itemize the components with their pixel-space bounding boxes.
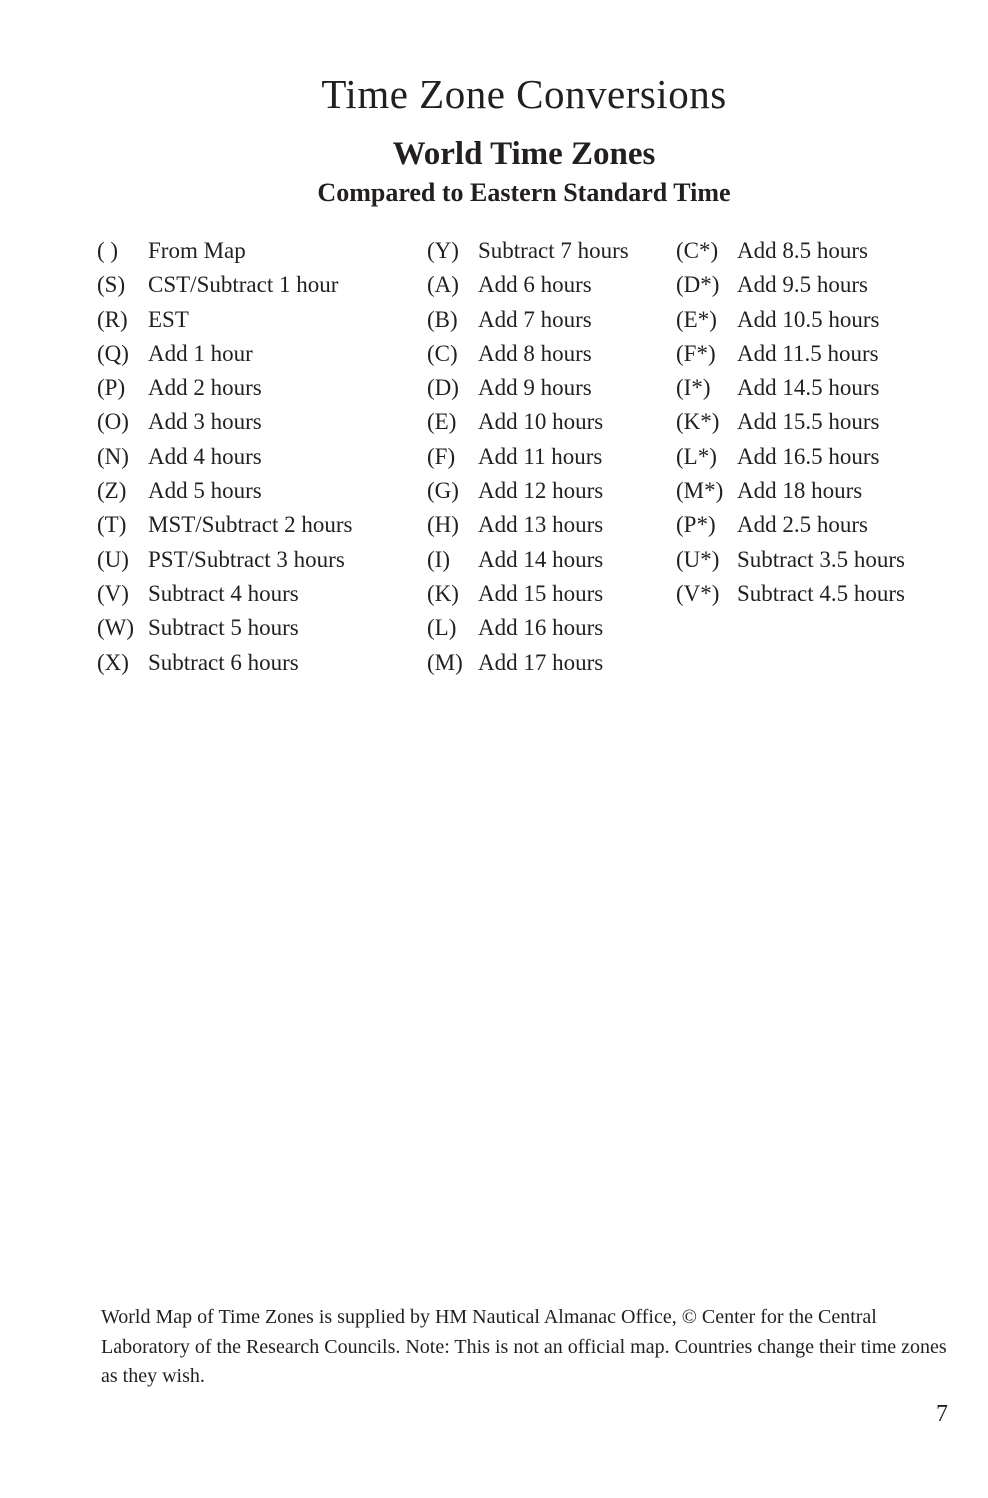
zone-row: [676, 371, 905, 405]
zone-row: [427, 405, 629, 439]
zone-row: [676, 337, 905, 371]
zone-code: (W): [97, 615, 135, 641]
zone-description: Add 9 hours: [478, 375, 592, 401]
zone-description: Add 2 hours: [148, 375, 262, 401]
zone-description: Add 16 hours: [478, 615, 604, 641]
zone-description: From Map: [148, 238, 246, 263]
zone-description: Add 4 hours: [148, 443, 262, 469]
zone-description: Add 13 hours: [478, 512, 604, 538]
zone-code: (S): [97, 272, 126, 298]
zone-row: [427, 440, 629, 474]
zone-code: (N): [97, 443, 129, 469]
zone-row: [676, 405, 905, 439]
zone-code: (G): [427, 478, 459, 504]
zone-code: (X): [97, 649, 129, 675]
zone-row: [427, 474, 629, 508]
zone-row: [97, 508, 352, 542]
zone-description: Add 11.5 hours: [737, 340, 879, 366]
zone-description: Add 15 hours: [478, 580, 604, 606]
zone-row: [676, 234, 905, 268]
zone-description: Add 12 hours: [478, 478, 604, 504]
zone-row: [427, 611, 629, 645]
zone-description: EST: [148, 306, 189, 332]
zone-code: (L*): [676, 443, 717, 469]
zone-code: (C): [427, 340, 458, 366]
zone-row: [97, 646, 352, 680]
zone-row: [676, 303, 905, 337]
zone-code: (M*): [676, 478, 724, 504]
zone-row: [676, 268, 905, 302]
zone-code: (U*): [676, 546, 720, 572]
zone-description: Add 14.5 hours: [737, 375, 880, 401]
zone-code: (Q): [97, 340, 129, 366]
zone-row: [97, 405, 352, 439]
zone-description: MST/Subtract 2 hours: [148, 512, 353, 538]
zone-code: (Z): [97, 478, 127, 504]
zone-row: [427, 577, 629, 611]
zone-description: Add 8 hours: [478, 340, 592, 366]
zone-code: (B): [427, 306, 458, 332]
zone-code: (H): [427, 512, 459, 538]
zone-description: Add 6 hours: [478, 272, 592, 298]
zone-row: [676, 474, 905, 508]
zone-description: Add 16.5 hours: [737, 443, 880, 469]
page-title: Time Zone Conversions: [321, 71, 727, 117]
zone-row: [427, 508, 629, 542]
zone-code: (U): [97, 546, 129, 572]
zone-row: [97, 577, 352, 611]
zone-row: [676, 508, 905, 542]
zone-row: [676, 577, 905, 611]
zone-description: Add 15.5 hours: [737, 409, 880, 435]
zone-row: [427, 543, 629, 577]
zone-row: [97, 440, 352, 474]
zone-column-2: [427, 234, 629, 680]
zone-code: (I): [427, 546, 450, 572]
zone-row: [676, 543, 905, 577]
zone-description: Subtract 7 hours: [478, 238, 629, 263]
zone-code: (I*): [676, 375, 711, 401]
zone-row: [97, 303, 352, 337]
zone-row: [97, 268, 352, 302]
zone-description: Add 17 hours: [478, 649, 604, 675]
zone-description: Add 8.5 hours: [737, 238, 868, 263]
zone-description: Add 9.5 hours: [737, 272, 868, 298]
page-number: 7: [936, 1401, 948, 1427]
zone-description: PST/Subtract 3 hours: [148, 546, 345, 572]
zone-description: Add 18 hours: [737, 478, 863, 504]
zone-description: Add 10 hours: [478, 409, 604, 435]
zone-code: (F): [427, 443, 456, 469]
zone-row: [427, 337, 629, 371]
zone-code: (P*): [676, 512, 716, 538]
zone-row: [97, 234, 352, 268]
zone-description: Add 2.5 hours: [737, 512, 868, 538]
zone-code: (O): [97, 409, 129, 435]
zone-code: (R): [97, 306, 128, 332]
section-subheading: Compared to Eastern Standard Time: [317, 178, 731, 207]
zone-code: (M): [427, 649, 463, 675]
zone-row: [97, 543, 352, 577]
zone-row: [97, 337, 352, 371]
zone-description: Subtract 4.5 hours: [737, 580, 906, 606]
zone-description: Add 10.5 hours: [737, 306, 880, 332]
zone-description: Add 5 hours: [148, 478, 262, 504]
zone-row: [97, 474, 352, 508]
zone-description: Subtract 6 hours: [148, 649, 299, 675]
zone-code: (D*): [676, 272, 720, 298]
zone-description: CST/Subtract 1 hour: [148, 272, 339, 298]
zone-code: (E*): [676, 306, 717, 332]
zone-code: (K): [427, 580, 459, 606]
zone-row: [427, 303, 629, 337]
zone-code: (E): [427, 409, 457, 435]
section-subtitle: World Time Zones: [392, 136, 656, 172]
zone-code: (F*): [676, 340, 716, 366]
footnote: World Map of Time Zones is supplied by HM Nautical Almanac Office, © Center for the Central Laboratory of the Research Councils. Note: This is not an official map. Countries change their time zones as they wish.: [101, 1306, 947, 1387]
zone-code: (C*): [676, 238, 719, 263]
zone-code: (Y): [427, 238, 459, 263]
zone-description: Subtract 5 hours: [148, 615, 299, 641]
zone-row: [427, 646, 629, 680]
zone-description: Add 14 hours: [478, 546, 604, 572]
zone-row: [97, 371, 352, 405]
zone-code: (T): [97, 512, 127, 538]
zone-description: Subtract 3.5 hours: [737, 546, 906, 572]
zone-code: (V*): [676, 580, 720, 606]
zone-code: (L): [427, 615, 457, 641]
zone-code: (V): [97, 580, 129, 606]
zone-description: Add 3 hours: [148, 409, 262, 435]
zone-code: (P): [97, 375, 126, 401]
zone-row: [427, 268, 629, 302]
zone-description: Add 11 hours: [478, 443, 603, 469]
zone-row: [97, 611, 352, 645]
zone-row: [427, 371, 629, 405]
zone-code: (D): [427, 375, 459, 401]
zone-description: Subtract 4 hours: [148, 580, 299, 606]
zone-code: (A): [427, 272, 459, 298]
zone-code: (K*): [676, 409, 720, 435]
zone-description: Add 1 hour: [148, 340, 253, 366]
zone-column-1: [97, 234, 352, 680]
zone-row: [427, 234, 629, 268]
zone-column-3: [676, 234, 905, 611]
zone-code: ( ): [97, 238, 119, 263]
zone-row: [676, 440, 905, 474]
zone-description: Add 7 hours: [478, 306, 592, 332]
